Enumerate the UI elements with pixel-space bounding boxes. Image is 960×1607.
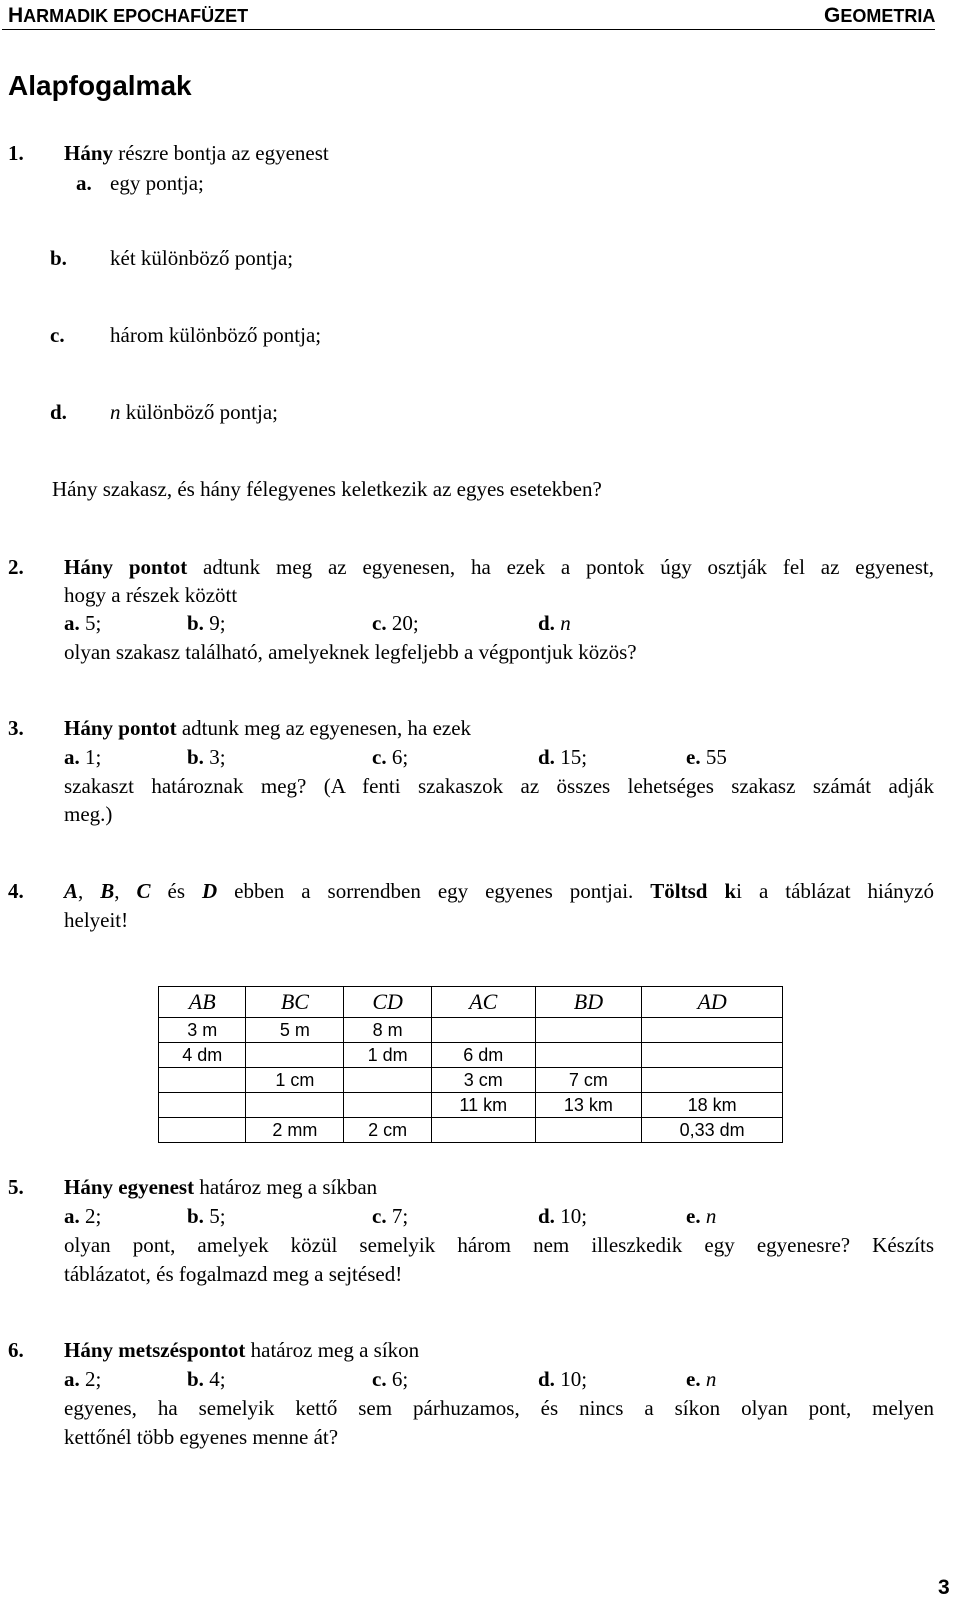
table-cell[interactable] [344,1093,431,1118]
option-b: b. 9; [187,611,226,635]
column-header: AC [431,987,535,1018]
question-tail-line2: táblázatot, és fogalmazd meg a sejtésed! [64,1262,403,1286]
question-text: A, B, C és D ebben a sorrendben egy egyenes pontjai. Töltsd ki a táblázat hiányzó [64,879,934,903]
table-cell[interactable] [344,1068,431,1093]
column-header: AB [159,987,246,1018]
option-c: c. 6; [372,1367,409,1391]
option-c: c. 7; [372,1204,409,1228]
question-number: 6. [8,1338,24,1362]
question-tail: szakaszt határoznak meg? (A fenti szakaszok az összes lehetséges szakasz számát adják [64,774,934,798]
question-text: Hány pontot adtunk meg az egyenesen, ha ezek [64,716,472,740]
option-d: d. n [538,611,571,635]
item-label: b. [50,246,67,270]
table-cell[interactable]: 2 cm [344,1118,431,1143]
question-tail: olyan szakasz található, amelyeknek legfeljebb a végpontjuk közös? [64,640,637,664]
column-header: CD [344,987,431,1018]
table-cell[interactable] [431,1118,535,1143]
option-d: d. 15; [538,745,588,769]
option-d: d. 10; [538,1204,588,1228]
question-text: Hány metszéspontot határoz meg a síkon [64,1338,420,1362]
table-cell[interactable] [246,1093,344,1118]
question-number: 5. [8,1175,24,1199]
table-row [159,1118,783,1143]
question-text: Hány pontot adtunk meg az egyenesen, ha ezek a pontok úgy osztják fel az egyenest, [64,555,934,579]
question-text: Hány részre bontja az egyenest [64,141,329,165]
table-cell[interactable] [159,1093,246,1118]
page-number: 3 [938,1576,950,1599]
item-text: két különböző pontja; [110,246,294,270]
option-a: a. 2; [64,1367,102,1391]
option-e: e. n [686,1204,717,1228]
question-tail-line2: kettőnél több egyenes menne át? [64,1425,339,1449]
option-c: c. 20; [372,611,419,635]
item-label: d. [50,400,67,424]
question-tail: egyenes, ha semelyik kettő sem párhuzamos, és nincs a síkon olyan pont, melyen [64,1396,934,1420]
table-cell[interactable]: 3 cm [431,1068,535,1093]
question-text-line2: helyeit! [64,908,129,932]
table-cell[interactable] [535,1018,642,1043]
table-cell[interactable]: 18 km [642,1093,783,1118]
option-b: b. 5; [187,1204,226,1228]
item-text: egy pontja; [110,171,204,195]
option-c: c. 6; [372,745,409,769]
question-number: 1. [8,141,24,165]
running-header-left: HARMADIK EPOCHAFÜZET [8,4,249,27]
option-a: a. 1; [64,745,102,769]
table-cell[interactable] [159,1118,246,1143]
option-d: d. 10; [538,1367,588,1391]
page-title: Alapfogalmak [8,70,192,101]
distance-table [158,986,783,1143]
question-text: Hány egyenest határoz meg a síkban [64,1175,378,1199]
table-cell[interactable] [642,1068,783,1093]
table-cell[interactable] [431,1018,535,1043]
table-header-row [159,987,783,1018]
table-row [159,1093,783,1118]
table-cell[interactable]: 3 m [159,1018,246,1043]
table-cell[interactable]: 8 m [344,1018,431,1043]
table-cell[interactable]: 2 mm [246,1118,344,1143]
item-text: n különböző pontja; [110,400,278,424]
option-a: a. 5; [64,611,102,635]
table-cell[interactable]: 1 dm [344,1043,431,1068]
option-b: b. 3; [187,745,226,769]
option-b: b. 4; [187,1367,226,1391]
header-rule [2,29,935,30]
table-row [159,1018,783,1043]
question-text-line2: hogy a részek között [64,583,238,607]
question-number: 2. [8,555,24,579]
question-tail-line2: meg.) [64,802,113,826]
table-cell[interactable]: 13 km [535,1093,642,1118]
table-cell[interactable]: 5 m [246,1018,344,1043]
table-cell[interactable] [642,1018,783,1043]
column-header: BD [535,987,642,1018]
table-cell[interactable] [246,1043,344,1068]
item-label: a. [76,171,92,195]
table-cell[interactable]: 4 dm [159,1043,246,1068]
question-follow-up: Hány szakasz, és hány félegyenes keletkezik az egyes esetekben? [52,477,602,501]
table-row [159,1068,783,1093]
question-number: 4. [8,879,24,903]
table-cell[interactable] [642,1043,783,1068]
question-tail: olyan pont, amelyek közül semelyik három nem illeszkedik egy egyenesre? Készíts [64,1233,934,1257]
table-cell[interactable] [159,1068,246,1093]
column-header: AD [642,987,783,1018]
running-header-right: GEOMETRIA [824,4,936,27]
table-cell[interactable]: 6 dm [431,1043,535,1068]
option-a: a. 2; [64,1204,102,1228]
table-row [159,1043,783,1068]
table-cell[interactable] [535,1043,642,1068]
option-e: e. 55 [686,745,727,769]
item-text: három különböző pontja; [110,323,322,347]
question-number: 3. [8,716,24,740]
option-e: e. n [686,1367,717,1391]
item-label: c. [50,323,65,347]
table-cell[interactable]: 11 km [431,1093,535,1118]
table-cell[interactable]: 0,33 dm [642,1118,783,1143]
column-header: BC [246,987,344,1018]
table-cell[interactable]: 1 cm [246,1068,344,1093]
table-cell[interactable] [535,1118,642,1143]
table-cell[interactable]: 7 cm [535,1068,642,1093]
